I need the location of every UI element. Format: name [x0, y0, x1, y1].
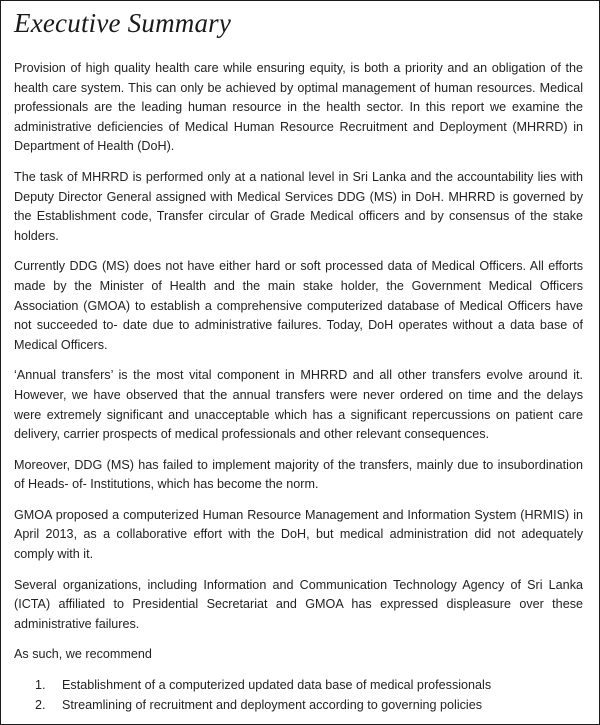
list-item-number: 2.: [35, 697, 46, 712]
paragraph-intro: Provision of high quality health care while ensuring equity, is both a priority and an obligation of the health care system. This can only be achieved by optimal management of human resources. Medical professionals are the leading human resource in the health sector. In this report we examine the administrative deficiencies of Medical Human Resource Recruitment and Deployment (MHRRD) in Department of Health (DoH).: [14, 61, 583, 154]
page-title: Executive Summary: [14, 8, 232, 38]
list-item: [14, 676, 583, 696]
paragraph-mhrrd-task: The task of MHRRD is performed only at a national level in Sri Lanka and the accountability lies with Deputy Director General assigned with Medical Services DDG (MS) in DoH. MHRRD is governed by the Establishment code, Transfer circular of Grade Medical officers and by consensus of the stake holders.: [14, 169, 583, 243]
paragraph-current-data: Currently DDG (MS) does not have either hard or soft processed data of Medical Officers. All efforts made by the Minister of Health and the main stake holder, the Government Medical Officers Association (GMOA) to establish a comprehensive computerized database of Medical Officers have not succeeded to- date due to administrative failures. Today, DoH operates without a data base of Medical Officers.: [14, 259, 583, 352]
paragraph-hrmis: GMOA proposed a computerized Human Resource Management and Information System (HRMIS) in April 2013, as a collaborative effort with the DoH, but medical administration did not adequately comply with it.: [14, 507, 583, 562]
recommendation-list: [14, 676, 583, 715]
list-item-number: 1.: [35, 678, 46, 693]
list-item: [14, 696, 583, 716]
paragraph-insubordination: Moreover, DDG (MS) has failed to implement majority of the transfers, mainly due to insubordination of Heads- of- Institutions, which has become the norm.: [14, 457, 583, 492]
paragraph-recommend-intro: As such, we recommend: [14, 647, 152, 662]
list-item-text: Establishment of a computerized updated data base of medical professionals: [62, 678, 492, 693]
list-item-text: Streamlining of recruitment and deployment according to governing policies: [62, 697, 483, 712]
paragraph-annual-transfers: ‘Annual transfers’ is the most vital component in MHRRD and all other transfers evolve around it. However, we have observed that the annual transfers were never ordered on time and the delays were extremely significant and unacceptable which has a significant repercussions on patient care delivery, carrier prospects of medical professionals and other relevant consequences.: [14, 368, 583, 442]
paragraph-organizations: Several organizations, including Information and Communication Technology Agency of Sri Lanka (ICTA) affiliated to Presidential Secretariat and GMOA has expressed displeasure over these administrative failures.: [14, 577, 583, 631]
